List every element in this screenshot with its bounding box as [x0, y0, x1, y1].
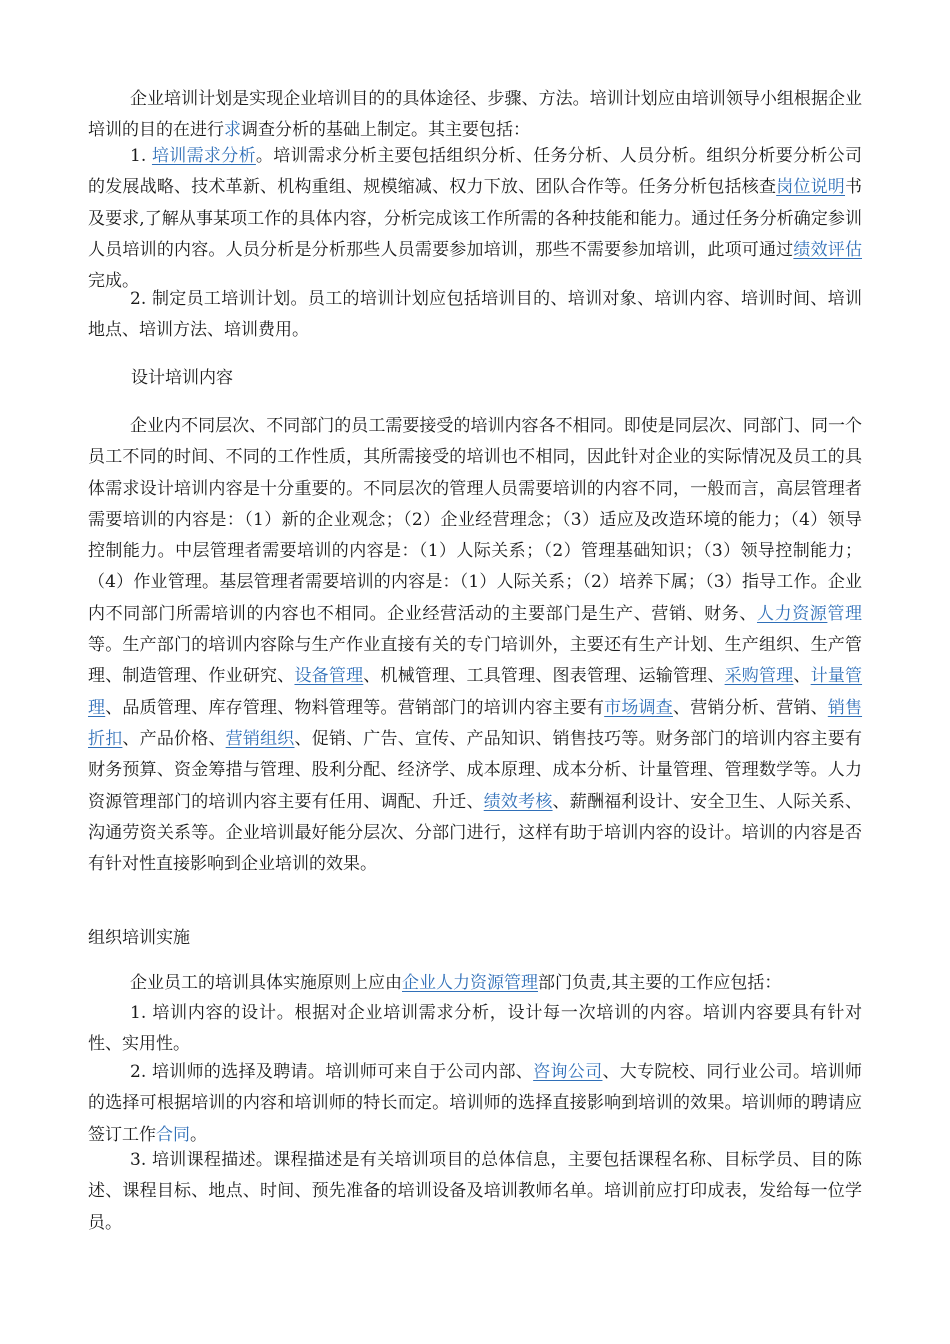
hyperlink[interactable]: 人力资源	[756, 603, 828, 624]
paragraph-implementation-intro	[88, 968, 862, 999]
hyperlink[interactable]: 销售折扣	[88, 697, 863, 749]
paragraph-course-description	[88, 1145, 862, 1239]
text-run: 3. 培训课程描述。课程描述是有关培训项目的总体信息，主要包括课程名称、目标学员、目的陈述、课程目标、地点、时间、预先准备的培训设备及培训教师名单。培训前应打印成表，发给每一位学员。	[88, 1150, 862, 1233]
text-run: 调查分析的基础上制定。其主要包括：	[241, 120, 530, 141]
text-run: 、促销、广告、宣传、产品知识、销售技巧等。财务部门的培训内容主要有财务预算、资金筹措与管理、股利分配、经济学、成本原理、成本分析、计量管理、管理数学等。人力资源管理部门的培训内容主要有任用、调配、升迁、	[88, 728, 863, 812]
heading-design-content: 设计培训内容	[131, 368, 233, 388]
text-run: 、薪酬福利设计、安全卫生、人际关系、沟通劳资关系等。企业培训最好能分层次、分部门进行，这样有助于培训内容的设计。培训的内容是否有针对性直接影响到企业培训的效果。	[88, 791, 863, 875]
text-run: 求	[224, 120, 241, 141]
text-run: 企业员工的培训具体实施原则上应由	[130, 973, 402, 993]
paragraph-intro	[88, 84, 862, 147]
text-run: 、大专院校、同行业公司。培训师的选择可根据培训的内容和培训师的特长而定。培训师的选择直接影响到培训的效果。培训师的聘请应签订工作	[88, 1062, 863, 1145]
text-run: 完成。	[88, 271, 139, 292]
text-run: 合同	[156, 1124, 190, 1145]
hyperlink[interactable]: 计量管理	[88, 666, 863, 718]
text-run: 。	[190, 1124, 207, 1145]
text-run: 2. 制定员工培训计划。员工的培训计划应包括培训目的、培训对象、培训内容、培训时间、培训地点、培训方法、培训费用。	[88, 289, 862, 341]
text-run: 。培训需求分析主要包括组织分析、任务分析、人员分析。组织分析要分析公司的发展战略、技术革新、机构重组、规模缩减、权力下放、团队合作等。任务分析包括核查	[88, 146, 863, 198]
hyperlink[interactable]: 咨询公司	[533, 1062, 603, 1082]
hyperlink[interactable]: 设备管理	[294, 666, 364, 687]
text-run: 书及要求,了解从事某项工作的具体内容，分析完成该工作所需的各种技能和能力。通过任务分析确定参训人员培训的内容。人员分析是分析那些人员需要参加培训，那些不需要参加培训，此项可通过	[88, 177, 863, 260]
hyperlink[interactable]: 绩效评估	[793, 239, 863, 260]
paragraph-trainer-selection	[88, 1057, 862, 1151]
hyperlink[interactable]: 采购管理	[724, 666, 794, 687]
paragraph-needs-analysis	[88, 141, 862, 297]
paragraph-content-design	[88, 998, 862, 1061]
hyperlink[interactable]: 企业人力资源管理	[402, 973, 538, 993]
hyperlink[interactable]: 绩效考核	[483, 791, 553, 812]
text-run: 部门负责,其主要的工作应包括：	[538, 973, 782, 993]
heading-implementation: 组织培训实施	[88, 928, 190, 948]
hyperlink[interactable]: 岗位说明	[776, 177, 846, 198]
text-run: 企业培训计划是实现企业培训目的的具体途径、步骤、方法。培训计划应由培训领导小组根据企业培训的目的在进行	[88, 89, 862, 141]
text-run: 、	[793, 666, 811, 687]
hyperlink[interactable]: 市场调查	[604, 697, 673, 718]
paragraph-training-plan	[88, 284, 862, 347]
text-run: 、营销分析、营销、	[672, 697, 828, 718]
hyperlink[interactable]: 培训需求分析	[151, 146, 256, 166]
text-run: 、品质管理、库存管理、物料管理等。营销部门的培训内容主要有	[105, 697, 605, 718]
text-run: 、机械管理、工具管理、图表管理、运输管理、	[363, 666, 725, 687]
text-run: 1. 培训内容的设计。根据对企业培训需求分析，设计每一次培训的内容。培训内容要具有针对性、实用性。	[88, 1003, 862, 1055]
hyperlink[interactable]: 营销组织	[225, 728, 295, 749]
text-run: 企业内不同层次、不同部门的员工需要接受的培训内容各不相同。即使是同层次、同部门、同一个员工不同的时间、不同的工作性质，其所需接受的培训也不相同，因此针对企业的实际情况及员工的具体需求设计培训内容是十分重要的。不同层次的管理人员需要培训的内容不同，一般而言，高层管理者需要培训的内容是：（1）新的企业观念；（2）企业经营理念；（3）适应及改造环境的能力；（4）领导控制能力。中层管理者需要培训的内容是：（1）人际关系；（2）管理基础知识；（3）领导控制能力；（4）作业管理。基层管理者需要培训的内容是：（1）人际关系；（2）培养下属；（3）指导工作。企业内不同部门所需培训的内容也不相同。企业经营活动的主要部门是生产、营销、财务、	[88, 416, 862, 624]
text-run: 管理	[827, 603, 863, 624]
text-run: 1.	[130, 146, 152, 166]
text-run: 等。生产部门的培训内容除与生产作业直接有关的专门培训外，主要还有生产计划、生产组织、生产管理、制造管理、作业研究、	[88, 635, 862, 687]
paragraph-design-content	[88, 411, 862, 880]
text-run: 2. 培训师的选择及聘请。培训师可来自于公司内部、	[130, 1062, 534, 1082]
text-run: 、产品价格、	[122, 728, 226, 749]
